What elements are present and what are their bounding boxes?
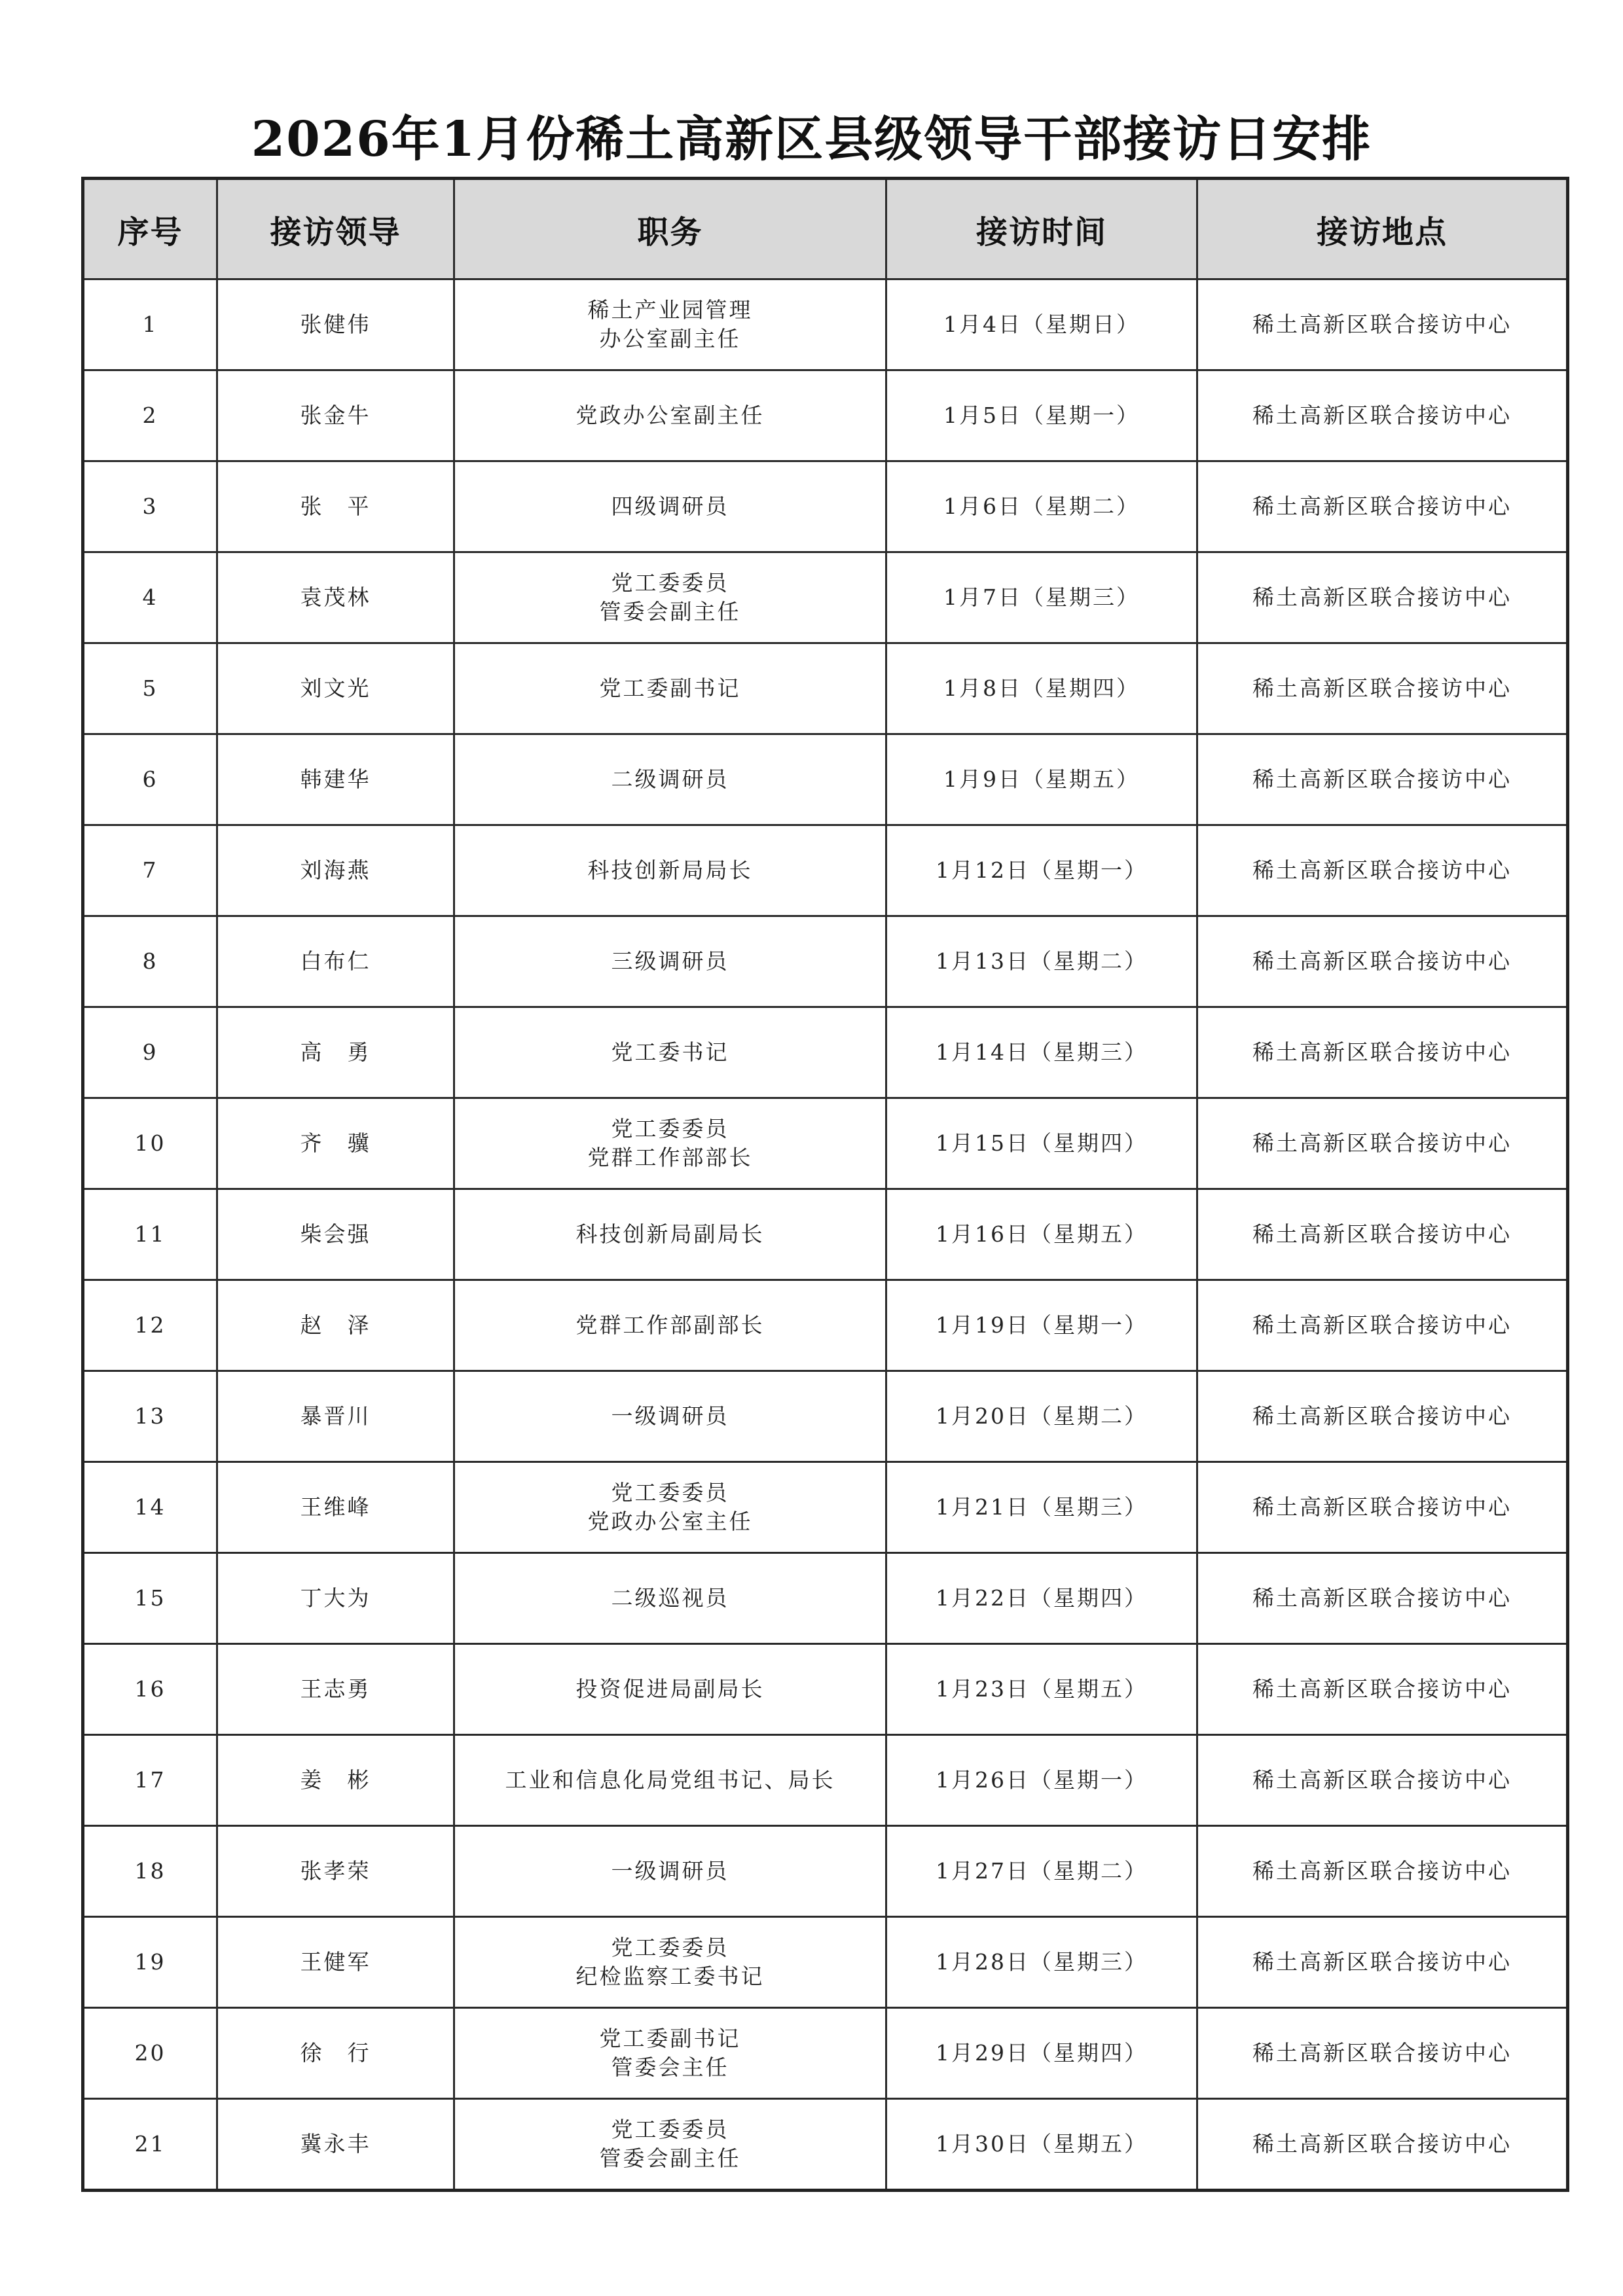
- position-line: 管委会主任: [611, 2054, 729, 2080]
- table-row: [83, 279, 1568, 370]
- cell-location: 稀土高新区联合接访中心: [1197, 1917, 1568, 2008]
- cell-time: 1月7日（星期三）: [886, 552, 1197, 643]
- cell-position: [454, 461, 886, 552]
- cell-position: [454, 552, 886, 643]
- cell-leader: 张金牛: [217, 370, 454, 461]
- cell-leader: 冀永丰: [217, 2099, 454, 2191]
- position-line: 工业和信息化局党组书记、局长: [505, 1767, 835, 1793]
- cell-position: [454, 825, 886, 916]
- table-row: [83, 1098, 1568, 1189]
- cell-time: 1月12日（星期一）: [886, 825, 1197, 916]
- position-line: 科技创新局副局长: [575, 1221, 765, 1247]
- cell-time: 1月15日（星期四）: [886, 1098, 1197, 1189]
- cell-time: 1月30日（星期五）: [886, 2099, 1197, 2191]
- cell-time: 1月22日（星期四）: [886, 1553, 1197, 1644]
- cell-leader: 张 平: [217, 461, 454, 552]
- cell-location: 稀土高新区联合接访中心: [1197, 1280, 1568, 1371]
- header-position: 职务: [454, 179, 886, 279]
- cell-index: 20: [83, 2008, 217, 2099]
- cell-location: 稀土高新区联合接访中心: [1197, 825, 1568, 916]
- cell-location: 稀土高新区联合接访中心: [1197, 1189, 1568, 1280]
- table-row: [83, 1553, 1568, 1644]
- position-line: 党工委书记: [611, 1039, 729, 1065]
- cell-location: 稀土高新区联合接访中心: [1197, 1371, 1568, 1462]
- cell-index: 9: [83, 1007, 217, 1098]
- cell-time: 1月28日（星期三）: [886, 1917, 1197, 2008]
- cell-leader: 齐 骥: [217, 1098, 454, 1189]
- cell-index: 1: [83, 279, 217, 370]
- table-row: [83, 1462, 1568, 1553]
- position-line: 党工委委员: [611, 1116, 729, 1141]
- cell-location: 稀土高新区联合接访中心: [1197, 1007, 1568, 1098]
- cell-location: 稀土高新区联合接访中心: [1197, 916, 1568, 1007]
- table-row: [83, 1826, 1568, 1917]
- cell-index: 11: [83, 1189, 217, 1280]
- cell-index: 2: [83, 370, 217, 461]
- position-line: 稀土产业园管理: [587, 297, 753, 323]
- cell-index: 3: [83, 461, 217, 552]
- cell-leader: 袁茂林: [217, 552, 454, 643]
- cell-position: [454, 370, 886, 461]
- cell-time: 1月4日（星期日）: [886, 279, 1197, 370]
- cell-index: 19: [83, 1917, 217, 2008]
- cell-leader: 张孝荣: [217, 1826, 454, 1917]
- cell-time: 1月20日（星期二）: [886, 1371, 1197, 1462]
- cell-leader: 刘文光: [217, 643, 454, 734]
- cell-position: [454, 1007, 886, 1098]
- cell-leader: 刘海燕: [217, 825, 454, 916]
- cell-index: 14: [83, 1462, 217, 1553]
- cell-leader: 王志勇: [217, 1644, 454, 1735]
- cell-leader: 韩建华: [217, 734, 454, 825]
- position-line: 二级巡视员: [611, 1585, 729, 1611]
- table-row: [83, 2099, 1568, 2191]
- cell-index: 16: [83, 1644, 217, 1735]
- cell-time: 1月13日（星期二）: [886, 916, 1197, 1007]
- position-line: 党工委委员: [611, 1480, 729, 1505]
- position-line: 党工委委员: [611, 1935, 729, 1960]
- cell-position: [454, 643, 886, 734]
- cell-leader: 暴晋川: [217, 1371, 454, 1462]
- table-row: [83, 1371, 1568, 1462]
- cell-index: 6: [83, 734, 217, 825]
- cell-position: [454, 1371, 886, 1462]
- cell-time: 1月23日（星期五）: [886, 1644, 1197, 1735]
- cell-time: 1月8日（星期四）: [886, 643, 1197, 734]
- cell-position: [454, 1553, 886, 1644]
- cell-location: 稀土高新区联合接访中心: [1197, 1826, 1568, 1917]
- header-location: 接访地点: [1197, 179, 1568, 279]
- table-row: [83, 552, 1568, 643]
- table-row: [83, 1735, 1568, 1826]
- table-row: [83, 1280, 1568, 1371]
- table-row: [83, 370, 1568, 461]
- cell-position: [454, 916, 886, 1007]
- cell-position: [454, 1644, 886, 1735]
- cell-location: 稀土高新区联合接访中心: [1197, 1735, 1568, 1826]
- position-line: 二级调研员: [611, 766, 729, 792]
- header-row: [83, 179, 1568, 279]
- position-line: 管委会副主任: [599, 2145, 741, 2171]
- cell-leader: 王维峰: [217, 1462, 454, 1553]
- header-time: 接访时间: [886, 179, 1197, 279]
- position-line: 一级调研员: [611, 1403, 729, 1429]
- position-line: 一级调研员: [611, 1858, 729, 1884]
- position-line: 三级调研员: [611, 948, 729, 974]
- position-line: 党工委委员: [611, 570, 729, 596]
- cell-index: 21: [83, 2099, 217, 2191]
- cell-index: 5: [83, 643, 217, 734]
- cell-position: [454, 1826, 886, 1917]
- cell-location: 稀土高新区联合接访中心: [1197, 370, 1568, 461]
- cell-position: [454, 1735, 886, 1826]
- header-leader: 接访领导: [217, 179, 454, 279]
- cell-time: 1月6日（星期二）: [886, 461, 1197, 552]
- position-line: 投资促进局副局长: [575, 1676, 765, 1702]
- position-line: 党工委委员: [611, 2117, 729, 2142]
- cell-time: 1月9日（星期五）: [886, 734, 1197, 825]
- position-line: 党政办公室主任: [587, 1509, 753, 1534]
- cell-position: [454, 2099, 886, 2191]
- cell-leader: 王健军: [217, 1917, 454, 2008]
- table-row: [83, 1007, 1568, 1098]
- cell-location: 稀土高新区联合接访中心: [1197, 461, 1568, 552]
- position-line: 四级调研员: [611, 493, 729, 519]
- position-line: 党群工作部部长: [587, 1145, 753, 1170]
- cell-time: 1月21日（星期三）: [886, 1462, 1197, 1553]
- reception-schedule-table: [81, 177, 1569, 2192]
- cell-position: [454, 2008, 886, 2099]
- table-row: [83, 916, 1568, 1007]
- cell-position: [454, 1098, 886, 1189]
- cell-index: 15: [83, 1553, 217, 1644]
- cell-time: 1月27日（星期二）: [886, 1826, 1197, 1917]
- cell-position: [454, 1280, 886, 1371]
- cell-index: 4: [83, 552, 217, 643]
- cell-leader: 张健伟: [217, 279, 454, 370]
- cell-index: 8: [83, 916, 217, 1007]
- position-line: 管委会副主任: [599, 599, 741, 624]
- cell-index: 18: [83, 1826, 217, 1917]
- table-row: [83, 461, 1568, 552]
- cell-leader: 姜 彬: [217, 1735, 454, 1826]
- table-header: [83, 179, 1568, 279]
- cell-position: [454, 1917, 886, 2008]
- cell-leader: 柴会强: [217, 1189, 454, 1280]
- cell-position: [454, 1189, 886, 1280]
- cell-location: 稀土高新区联合接访中心: [1197, 1644, 1568, 1735]
- table-row: [83, 643, 1568, 734]
- cell-index: 17: [83, 1735, 217, 1826]
- cell-index: 13: [83, 1371, 217, 1462]
- cell-time: 1月14日（星期三）: [886, 1007, 1197, 1098]
- position-line: 党工委副书记: [599, 2026, 741, 2051]
- cell-leader: 丁大为: [217, 1553, 454, 1644]
- table-row: [83, 1917, 1568, 2008]
- table-row: [83, 2008, 1568, 2099]
- cell-time: 1月26日（星期一）: [886, 1735, 1197, 1826]
- cell-location: 稀土高新区联合接访中心: [1197, 1553, 1568, 1644]
- cell-location: 稀土高新区联合接访中心: [1197, 552, 1568, 643]
- cell-leader: 白布仁: [217, 916, 454, 1007]
- cell-location: 稀土高新区联合接访中心: [1197, 2008, 1568, 2099]
- page-title: 2026年1月份稀土高新区县级领导干部接访日安排: [251, 111, 1372, 168]
- cell-time: 1月29日（星期四）: [886, 2008, 1197, 2099]
- table-row: [83, 1189, 1568, 1280]
- cell-location: 稀土高新区联合接访中心: [1197, 2099, 1568, 2191]
- cell-position: [454, 279, 886, 370]
- table-row: [83, 734, 1568, 825]
- cell-leader: 高 勇: [217, 1007, 454, 1098]
- cell-location: 稀土高新区联合接访中心: [1197, 643, 1568, 734]
- cell-location: 稀土高新区联合接访中心: [1197, 279, 1568, 370]
- cell-leader: 赵 泽: [217, 1280, 454, 1371]
- position-line: 党群工作部副部长: [575, 1312, 765, 1338]
- cell-index: 7: [83, 825, 217, 916]
- cell-index: 12: [83, 1280, 217, 1371]
- table-body: [83, 279, 1568, 2191]
- cell-time: 1月5日（星期一）: [886, 370, 1197, 461]
- cell-location: 稀土高新区联合接访中心: [1197, 1462, 1568, 1553]
- position-line: 党政办公室副主任: [575, 403, 765, 428]
- cell-location: 稀土高新区联合接访中心: [1197, 1098, 1568, 1189]
- cell-leader: 徐 行: [217, 2008, 454, 2099]
- position-line: 党工委副书记: [599, 675, 741, 701]
- header-index: 序号: [83, 179, 217, 279]
- table-row: [83, 825, 1568, 916]
- cell-location: 稀土高新区联合接访中心: [1197, 734, 1568, 825]
- table-row: [83, 1644, 1568, 1735]
- cell-time: 1月19日（星期一）: [886, 1280, 1197, 1371]
- cell-position: [454, 734, 886, 825]
- cell-index: 10: [83, 1098, 217, 1189]
- position-line: 办公室副主任: [599, 326, 741, 351]
- position-line: 科技创新局局长: [587, 857, 753, 883]
- cell-position: [454, 1462, 886, 1553]
- cell-time: 1月16日（星期五）: [886, 1189, 1197, 1280]
- position-line: 纪检监察工委书记: [575, 1964, 765, 1989]
